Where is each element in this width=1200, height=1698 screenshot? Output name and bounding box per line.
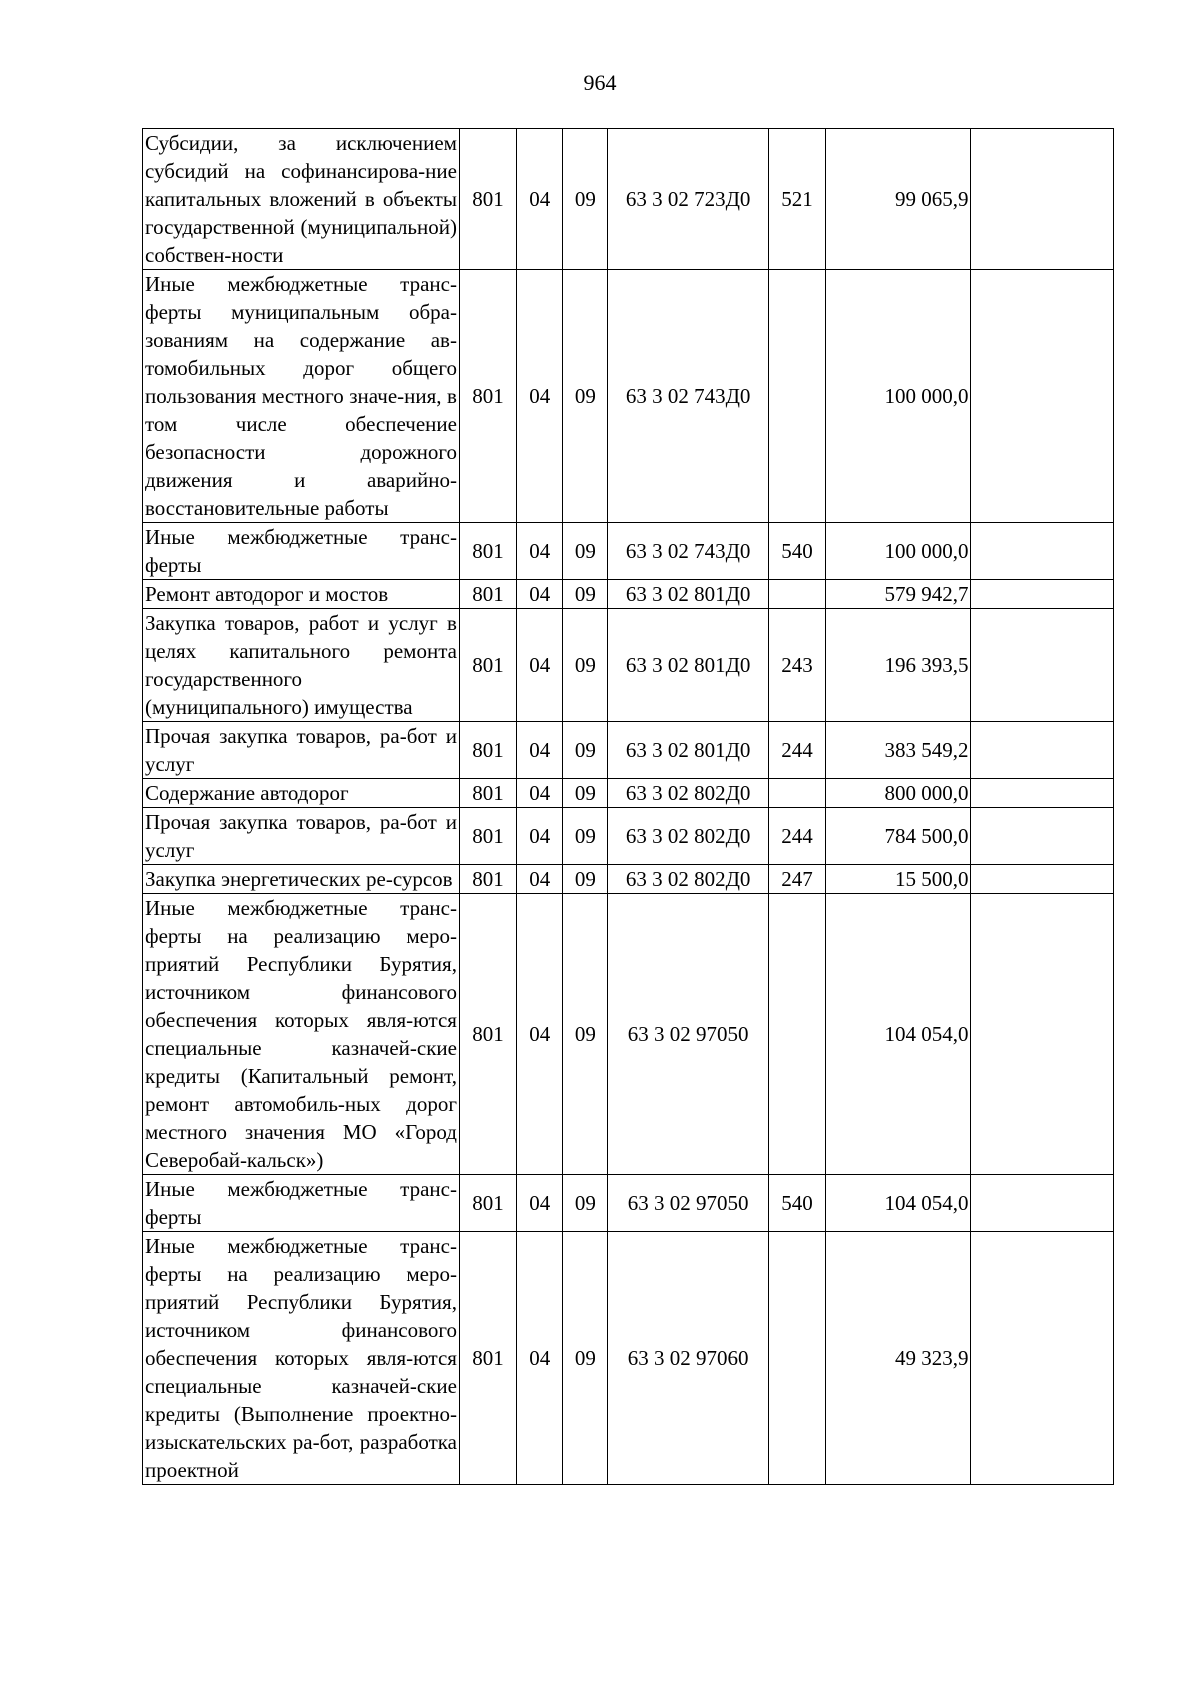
table-row: [143, 129, 1114, 270]
cell-subsection-code: 09: [563, 808, 608, 865]
cell-section-code: 04: [517, 1232, 563, 1485]
cell-amount: 49 323,9: [826, 1232, 970, 1485]
cell-section-code: 04: [517, 523, 563, 580]
cell-amount: 104 054,0: [826, 894, 970, 1175]
cell-target-code: 63 3 02 802Д0: [608, 779, 768, 808]
table-row: [143, 1232, 1114, 1485]
cell-name: Иные межбюджетные транс-ферты на реализацию меро-приятий Республики Бурятия, источником финансового обеспечения которых явля-ются специальные казначей-ские кредиты (Выполнение проектно-изыскательских ра-бот, разработка проектной: [143, 1232, 460, 1485]
cell-target-code: 63 3 02 801Д0: [608, 609, 768, 722]
table-row: [143, 779, 1114, 808]
cell-name: Ремонт автодорог и мостов: [143, 580, 460, 609]
cell-ministry-code: 801: [459, 808, 516, 865]
cell-expense-type-code: [768, 270, 825, 523]
cell-subsection-code: 09: [563, 779, 608, 808]
cell-name: Закупка энергетических ре-сурсов: [143, 865, 460, 894]
cell-target-code: 63 3 02 802Д0: [608, 865, 768, 894]
cell-target-code: 63 3 02 723Д0: [608, 129, 768, 270]
cell-target-code: 63 3 02 801Д0: [608, 580, 768, 609]
cell-section-code: 04: [517, 894, 563, 1175]
cell-expense-type-code: [768, 894, 825, 1175]
cell-extra: [970, 270, 1114, 523]
cell-subsection-code: 09: [563, 1175, 608, 1232]
cell-name: Иные межбюджетные транс-ферты муниципальным обра-зованиям на содержание ав-томобильных дорог общего пользования местного значе-ния, в том числе обеспечение безопасности дорожного движения и аварийно-восстановительные работы: [143, 270, 460, 523]
cell-target-code: 63 3 02 743Д0: [608, 270, 768, 523]
table-row: [143, 722, 1114, 779]
cell-expense-type-code: 540: [768, 1175, 825, 1232]
cell-amount: 579 942,7: [826, 580, 970, 609]
cell-extra: [970, 580, 1114, 609]
cell-extra: [970, 523, 1114, 580]
cell-extra: [970, 129, 1114, 270]
cell-name: Прочая закупка товаров, ра-бот и услуг: [143, 808, 460, 865]
cell-name: Субсидии, за исключением субсидий на софинансирова-ние капитальных вложений в объекты государственной (муниципальной) собствен-ности: [143, 129, 460, 270]
cell-name: Иные межбюджетные транс-ферты на реализацию меро-приятий Республики Бурятия, источником финансового обеспечения которых явля-ются специальные казначей-ские кредиты (Капитальный ремонт, ремонт автомобиль-ных дорог местного значения МО «Город Северобай-кальск»): [143, 894, 460, 1175]
cell-name: Иные межбюджетные транс-ферты: [143, 523, 460, 580]
cell-subsection-code: 09: [563, 580, 608, 609]
cell-expense-type-code: 244: [768, 808, 825, 865]
cell-ministry-code: 801: [459, 270, 516, 523]
cell-extra: [970, 609, 1114, 722]
cell-ministry-code: 801: [459, 609, 516, 722]
cell-amount: 383 549,2: [826, 722, 970, 779]
cell-target-code: 63 3 02 97060: [608, 1232, 768, 1485]
cell-amount: 196 393,5: [826, 609, 970, 722]
cell-ministry-code: 801: [459, 129, 516, 270]
cell-extra: [970, 1175, 1114, 1232]
cell-expense-type-code: 247: [768, 865, 825, 894]
cell-amount: 100 000,0: [826, 270, 970, 523]
table-row: [143, 894, 1114, 1175]
cell-expense-type-code: 243: [768, 609, 825, 722]
cell-section-code: 04: [517, 580, 563, 609]
cell-expense-type-code: 521: [768, 129, 825, 270]
table-row: [143, 865, 1114, 894]
cell-ministry-code: 801: [459, 1175, 516, 1232]
cell-ministry-code: 801: [459, 1232, 516, 1485]
cell-amount: 100 000,0: [826, 523, 970, 580]
cell-name: Содержание автодорог: [143, 779, 460, 808]
cell-extra: [970, 722, 1114, 779]
budget-table: [142, 128, 1114, 1485]
cell-expense-type-code: [768, 779, 825, 808]
cell-ministry-code: 801: [459, 523, 516, 580]
cell-subsection-code: 09: [563, 865, 608, 894]
cell-amount: 99 065,9: [826, 129, 970, 270]
cell-extra: [970, 808, 1114, 865]
cell-amount: 15 500,0: [826, 865, 970, 894]
page-number: 964: [583, 70, 617, 95]
cell-amount: 800 000,0: [826, 779, 970, 808]
table-row: [143, 609, 1114, 722]
table-row: [143, 523, 1114, 580]
cell-ministry-code: 801: [459, 894, 516, 1175]
budget-table-body: [143, 129, 1114, 1485]
cell-ministry-code: 801: [459, 722, 516, 779]
cell-subsection-code: 09: [563, 523, 608, 580]
table-row: [143, 580, 1114, 609]
cell-subsection-code: 09: [563, 1232, 608, 1485]
cell-section-code: 04: [517, 270, 563, 523]
cell-ministry-code: 801: [459, 865, 516, 894]
cell-extra: [970, 1232, 1114, 1485]
cell-target-code: 63 3 02 801Д0: [608, 722, 768, 779]
cell-extra: [970, 779, 1114, 808]
cell-ministry-code: 801: [459, 580, 516, 609]
table-row: [143, 1175, 1114, 1232]
cell-target-code: 63 3 02 743Д0: [608, 523, 768, 580]
cell-name: Иные межбюджетные транс-ферты: [143, 1175, 460, 1232]
cell-section-code: 04: [517, 609, 563, 722]
cell-section-code: 04: [517, 808, 563, 865]
cell-ministry-code: 801: [459, 779, 516, 808]
cell-name: Прочая закупка товаров, ра-бот и услуг: [143, 722, 460, 779]
cell-subsection-code: 09: [563, 722, 608, 779]
cell-name: Закупка товаров, работ и услуг в целях капитального ремонта государственного (муниципального) имущества: [143, 609, 460, 722]
cell-section-code: 04: [517, 722, 563, 779]
cell-extra: [970, 865, 1114, 894]
cell-section-code: 04: [517, 129, 563, 270]
cell-section-code: 04: [517, 779, 563, 808]
cell-expense-type-code: 244: [768, 722, 825, 779]
cell-amount: 104 054,0: [826, 1175, 970, 1232]
cell-extra: [970, 894, 1114, 1175]
table-row: [143, 808, 1114, 865]
cell-expense-type-code: 540: [768, 523, 825, 580]
cell-expense-type-code: [768, 1232, 825, 1485]
cell-section-code: 04: [517, 865, 563, 894]
cell-expense-type-code: [768, 580, 825, 609]
cell-subsection-code: 09: [563, 270, 608, 523]
cell-section-code: 04: [517, 1175, 563, 1232]
cell-target-code: 63 3 02 802Д0: [608, 808, 768, 865]
cell-subsection-code: 09: [563, 609, 608, 722]
cell-subsection-code: 09: [563, 129, 608, 270]
cell-target-code: 63 3 02 97050: [608, 894, 768, 1175]
cell-subsection-code: 09: [563, 894, 608, 1175]
cell-target-code: 63 3 02 97050: [608, 1175, 768, 1232]
table-row: [143, 270, 1114, 523]
cell-amount: 784 500,0: [826, 808, 970, 865]
